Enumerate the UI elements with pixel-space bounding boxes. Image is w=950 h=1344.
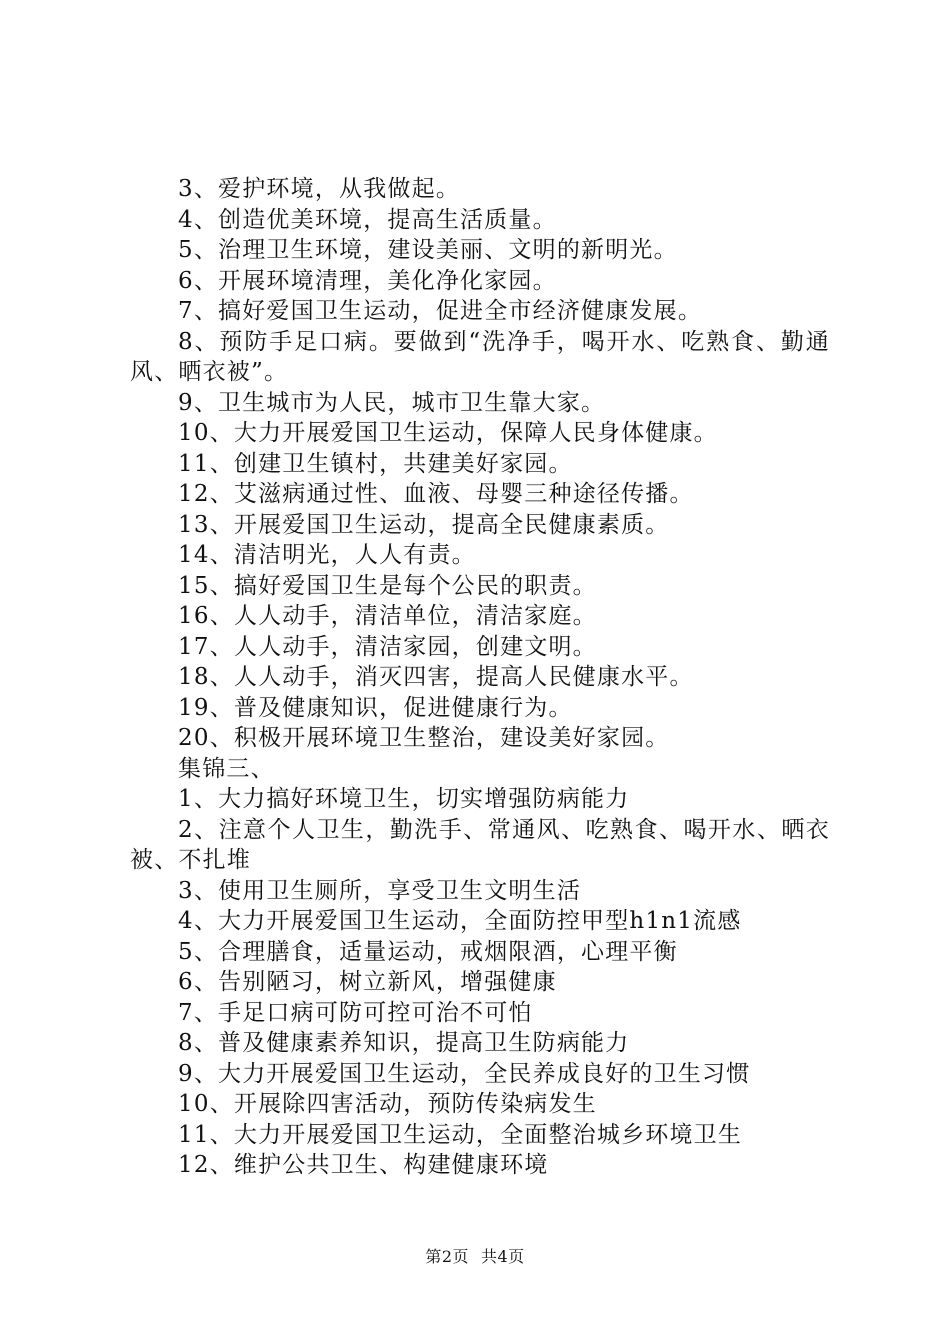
list-item: 2、注意个人卫生，勤洗手、常通风、吃熟食、喝开水、晒衣被、不扎堆 (130, 816, 830, 873)
list-item: 1、大力搞好环境卫生，切实增强防病能力 (178, 786, 630, 812)
list-item: 14、清洁明光，人人有责。 (178, 542, 476, 568)
document-body (130, 174, 830, 1181)
list-item: 20、积极开展环境卫生整治，建设美好家园。 (178, 725, 670, 751)
list-item: 5、合理膳食，适量运动，戒烟限酒，心理平衡 (178, 938, 678, 965)
list-item: 9、卫生城市为人民，城市卫生靠大家。 (178, 389, 606, 416)
list-item: 12、艾滋病通过性、血液、母婴三种途径传播。 (178, 481, 694, 507)
list-item: 4、大力开展爱国卫生运动，全面防控甲型h1n1流感 (178, 908, 742, 934)
page-number: 第2页 (425, 1247, 469, 1266)
list-item: 6、开展环境清理，美化净化家园。 (178, 267, 557, 294)
list-item: 10、大力开展爱国卫生运动，保障人民身体健康。 (178, 420, 718, 446)
list-item: 11、大力开展爱国卫生运动，全面整治城乡环境卫生 (178, 1121, 743, 1148)
list-item: 10、开展除四害活动，预防传染病发生 (178, 1091, 597, 1117)
list-item: 12、维护公共卫生、构建健康环境 (178, 1152, 549, 1178)
list-item: 3、爱护环境，从我做起。 (178, 176, 461, 202)
list-item: 4、创造优美环境，提高生活质量。 (178, 206, 557, 233)
page-total: 共4页 (481, 1247, 525, 1266)
list-item: 3、使用卫生厕所，享受卫生文明生活 (178, 877, 582, 904)
list-item: 15、搞好爱国卫生是每个公民的职责。 (178, 572, 597, 599)
list-item: 19、普及健康知识，促进健康行为。 (178, 694, 573, 721)
list-item: 9、大力开展爱国卫生运动，全民养成良好的卫生习惯 (178, 1060, 751, 1087)
list-item: 8、预防手足口病。要做到“洗净手，喝开水、吃熟食、勤通风、晒衣被”。 (130, 328, 830, 385)
list-item: 7、手足口病可防可控可治不可怕 (178, 999, 533, 1026)
page-footer (0, 1244, 950, 1267)
list-item: 11、创建卫生镇村，共建美好家园。 (178, 450, 573, 477)
list-item: 7、搞好爱国卫生运动，促进全市经济健康发展。 (178, 298, 703, 324)
list-item: 18、人人动手，消灭四害，提高人民健康水平。 (178, 664, 694, 690)
list-item: 6、告别陋习，树立新风，增强健康 (178, 969, 557, 995)
section-heading: 集锦三、 (178, 755, 275, 782)
list-item: 16、人人动手，清洁单位，清洁家庭。 (178, 603, 597, 629)
list-item: 13、开展爱国卫生运动，提高全民健康素质。 (178, 511, 670, 538)
list-item: 17、人人动手，清洁家园，创建文明。 (178, 633, 597, 660)
list-item: 5、治理卫生环境，建设美丽、文明的新明光。 (178, 237, 678, 263)
list-item: 8、普及健康素养知识，提高卫生防病能力 (178, 1030, 630, 1056)
